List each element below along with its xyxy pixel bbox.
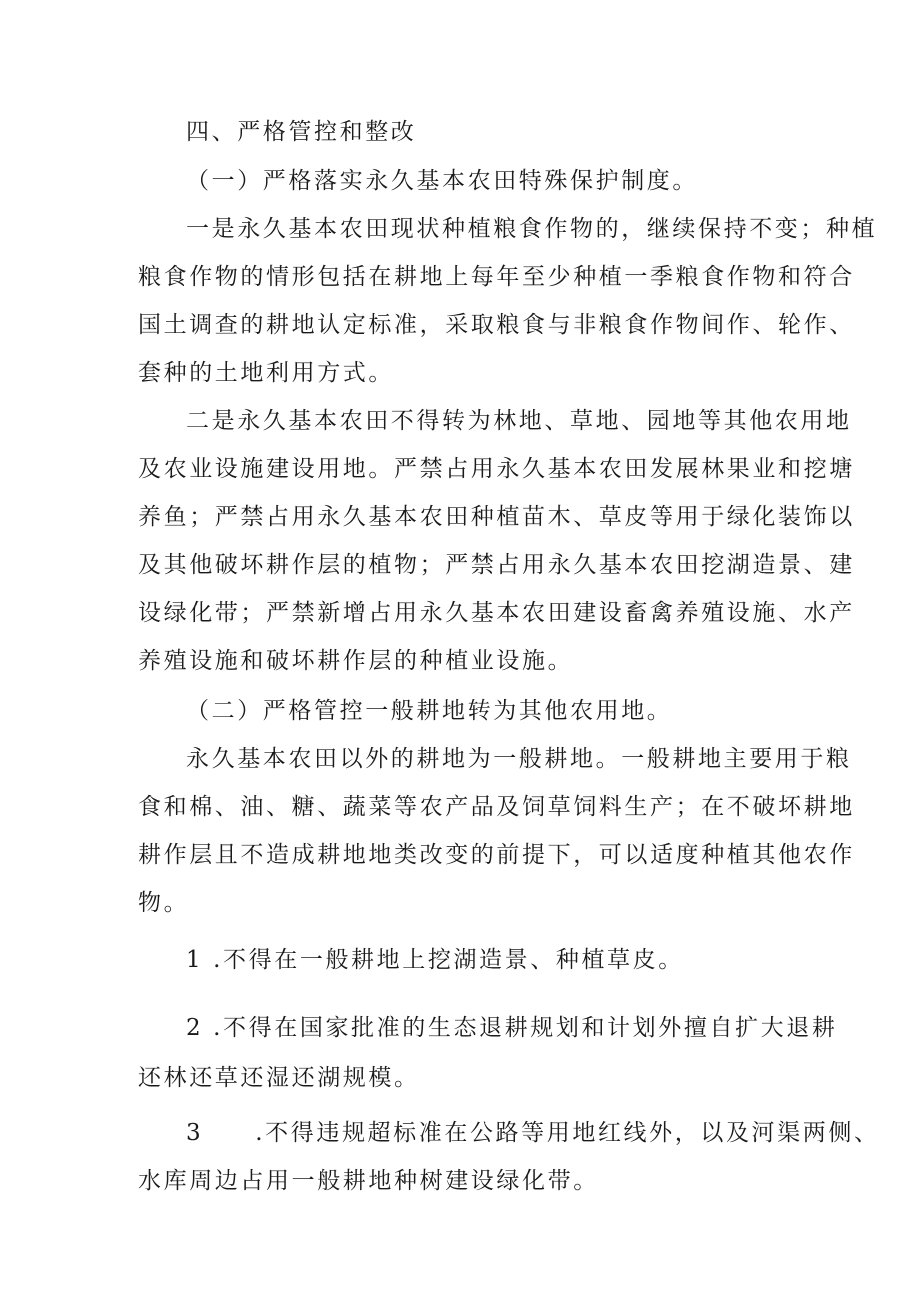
list-item-3-text: .不得违规超标准在公路等用地红线外，以及河渠两侧、: [255, 1120, 880, 1146]
list-item-3-continued: 水库周边占用一般耕地种树建设绿化带。: [138, 1168, 599, 1194]
paragraph-line: 及农业设施建设用地。严禁占用永久基本农田发展林果业和挖塘: [138, 456, 855, 482]
paragraph-line: 一是永久基本农田现状种植粮食作物的，继续保持不变；种植: [186, 216, 878, 242]
paragraph-line: 及其他破坏耕作层的植物；严禁占用永久基本农田挖湖造景、建: [138, 552, 855, 578]
list-item-3-number: 3: [186, 1120, 204, 1146]
section-heading: 四、严格管控和整改: [186, 119, 417, 145]
paragraph-line: 养殖设施和破坏耕作层的种植业设施。: [138, 648, 574, 674]
subsection-title-1: （一）严格落实永久基本农田特殊保护制度。: [186, 168, 698, 194]
paragraph-line: 二是永久基本农田不得转为林地、草地、园地等其他农用地: [186, 408, 852, 434]
paragraph-line: 套种的土地利用方式。: [138, 360, 394, 386]
paragraph-line: 永久基本农田以外的耕地为一般耕地。一般耕地主要用于粮: [186, 746, 852, 772]
paragraph-line: 物。: [138, 890, 190, 916]
paragraph-line: 国土调查的耕地认定标准，采取粮食与非粮食作物间作、轮作、: [138, 312, 855, 338]
paragraph-line: 粮食作物的情形包括在耕地上每年至少种植一季粮食作物和符合: [138, 264, 855, 290]
list-item-1: 1 .不得在一般耕地上挖湖造景、种植草皮。: [186, 947, 684, 973]
list-item-2-continued: 还林还草还湿还湖规模。: [138, 1065, 420, 1091]
subsection-title-2: （二）严格管控一般耕地转为其他农用地。: [186, 698, 673, 724]
list-item-2: 2 .不得在国家批准的生态退耕规划和计划外擅自扩大退耕: [186, 1015, 838, 1041]
list-item-3: [186, 1118, 880, 1148]
paragraph-line: 耕作层且不造成耕地地类改变的前提下，可以适度种植其他农作: [138, 842, 855, 868]
paragraph-line: 设绿化带；严禁新增占用永久基本农田建设畜禽养殖设施、水产: [138, 600, 855, 626]
paragraph-line: 养鱼；严禁占用永久基本农田种植苗木、草皮等用于绿化装饰以: [138, 504, 855, 530]
paragraph-line: 食和棉、油、糖、蔬菜等农产品及饲草饲料生产；在不破坏耕地: [138, 794, 855, 820]
